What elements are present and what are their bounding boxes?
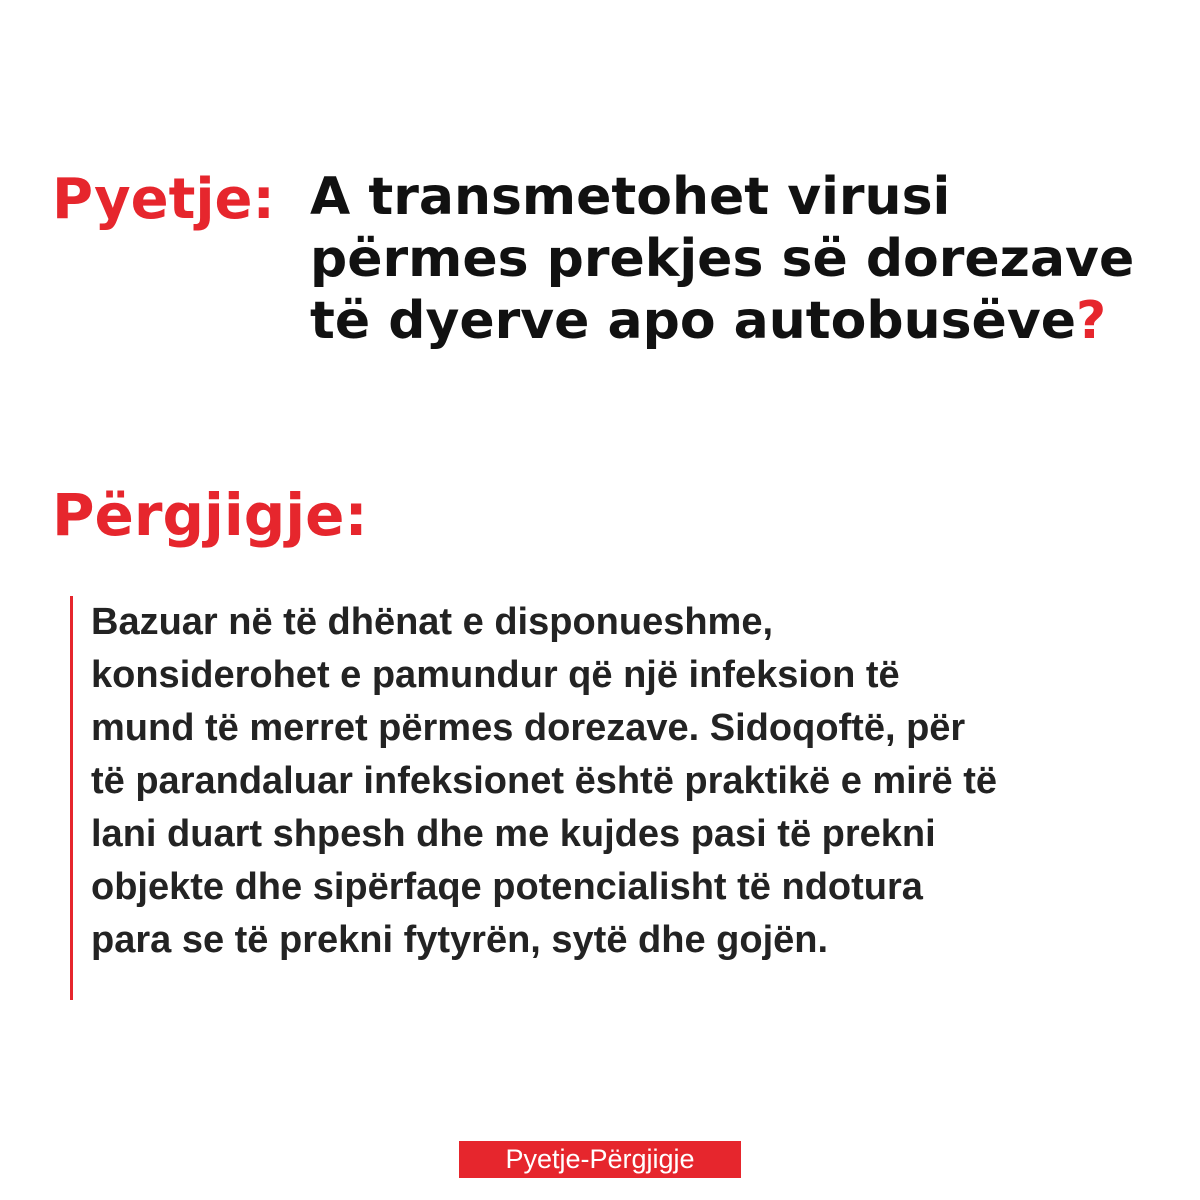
question-text <box>310 166 1190 352</box>
answer-line: objekte dhe sipërfaqe potencialisht të ndotura <box>91 866 923 908</box>
answer-block <box>70 596 1170 1000</box>
answer-line: para se të prekni fytyrën, sytë dhe gojën. <box>91 919 829 961</box>
answer-line: lani duart shpesh dhe me kujdes pasi të prekni <box>91 813 936 855</box>
question-line <box>310 290 1190 352</box>
footer-badge: Pyetje-Përgjigje <box>459 1141 741 1178</box>
question-label: Pyetje: <box>52 167 275 232</box>
question-line: A transmetohet virusi <box>310 167 951 227</box>
answer-line: të parandaluar infeksionet është praktikë e mirë të <box>91 760 998 802</box>
answer-line: Bazuar në të dhënat e disponueshme, <box>91 601 774 643</box>
question-line: përmes prekjes së dorezave <box>310 229 1135 289</box>
answer-label: Përgjigje: <box>52 481 368 549</box>
question-line-text: të dyerve apo autobusëve <box>310 291 1076 351</box>
question-mark: ? <box>1075 291 1107 351</box>
answer-line: konsiderohet e pamundur që një infeksion të <box>91 654 900 696</box>
answer-line: mund të merret përmes dorezave. Sidoqoftë, për <box>91 707 966 749</box>
answer-text <box>91 596 1171 967</box>
